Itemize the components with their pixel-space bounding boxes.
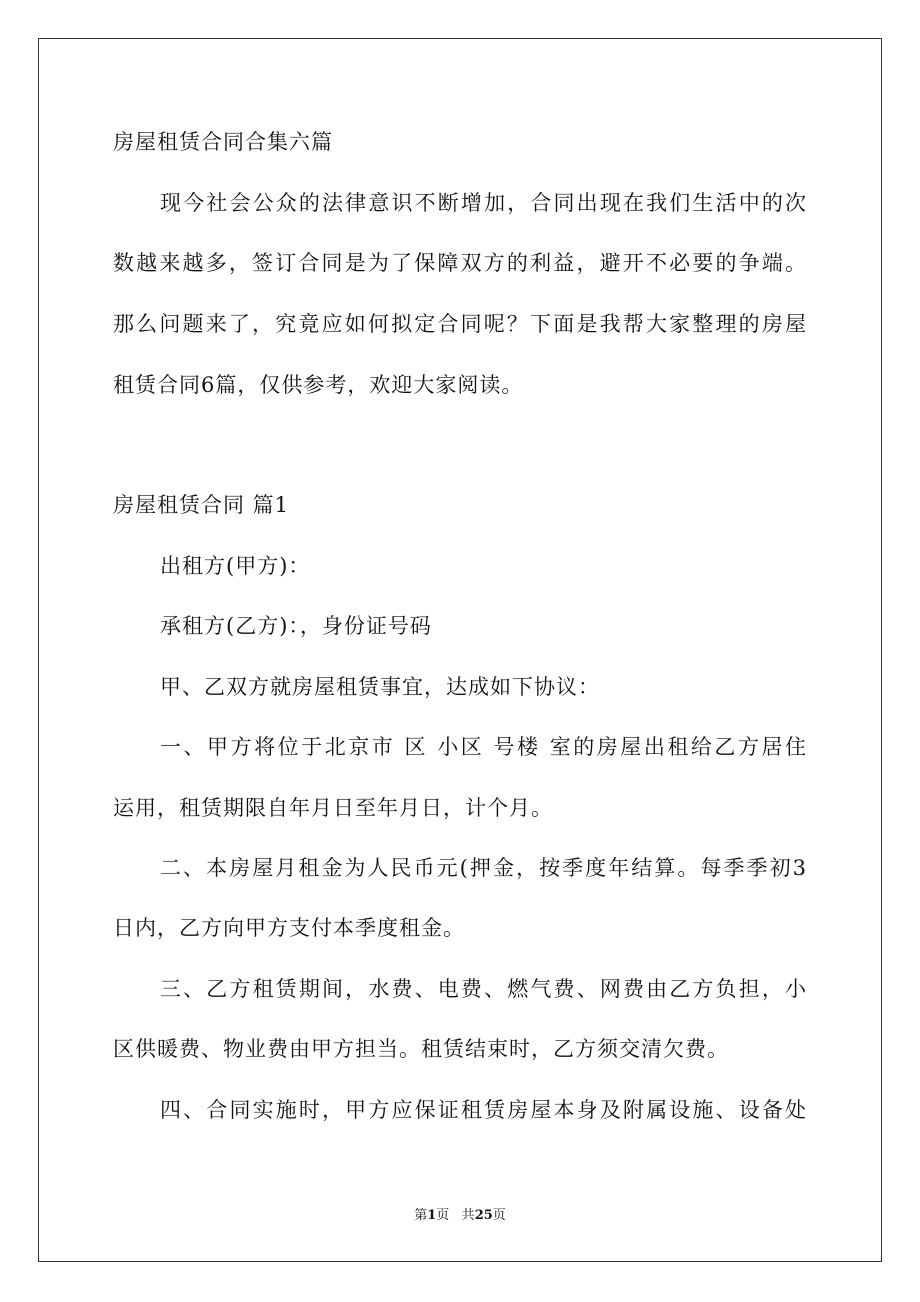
- page-footer: [0, 1207, 920, 1225]
- agreement-intro: 甲、乙双方就房屋租赁事宜，达成如下协议：: [160, 675, 600, 699]
- lessee-line: 承租方(乙方)：，身份证号码: [160, 614, 432, 638]
- intro-line-4: 租赁合同6篇，仅供参考，欢迎大家阅读。: [113, 373, 524, 397]
- clause2-line-1: 二、本房屋月租金为人民币元(押金，按季度年结算。每季季初3: [160, 856, 807, 880]
- clause4-line-1: 四、合同实施时，甲方应保证租赁房屋本身及附属设施、设备处: [160, 1098, 807, 1122]
- footer-page-prefix: 第: [414, 1208, 428, 1223]
- clause3-line-1: 三、乙方租赁期间，水费、电费、燃气费、网费由乙方负担，小: [160, 977, 807, 1001]
- clause1-line-1: 一、甲方将位于北京市 区 小区 号楼 室的房屋出租给乙方居住: [160, 735, 807, 759]
- section-heading: 房屋租赁合同 篇1: [113, 493, 290, 517]
- footer-page-number: 1: [427, 1208, 437, 1223]
- intro-line-1: 现今社会公众的法律意识不断增加，合同出现在我们生活中的次: [160, 191, 807, 215]
- footer-total-prefix: 共: [461, 1208, 475, 1223]
- document-title: 房屋租赁合同合集六篇: [113, 130, 333, 154]
- clause2-line-2: 日内，乙方向甲方支付本季度租金。: [113, 916, 465, 940]
- footer-page-suffix: 页: [436, 1208, 450, 1223]
- page-border: [38, 38, 882, 1262]
- footer-total-pages: 25: [474, 1208, 493, 1223]
- footer-total-suffix: 页: [492, 1208, 506, 1223]
- lessor-line: 出租方(甲方)：: [160, 554, 311, 578]
- clause3-line-2: 区供暖费、物业费由甲方担当。租赁结束时，乙方须交清欠费。: [113, 1037, 729, 1061]
- intro-line-3: 那么问题来了，究竟应如何拟定合同呢？下面是我帮大家整理的房屋: [113, 312, 807, 336]
- intro-line-2: 数越来越多，签订合同是为了保障双方的利益，避开不必要的争端。: [113, 251, 807, 275]
- clause1-line-2: 运用，租赁期限自年月日至年月日，计个月。: [113, 796, 553, 820]
